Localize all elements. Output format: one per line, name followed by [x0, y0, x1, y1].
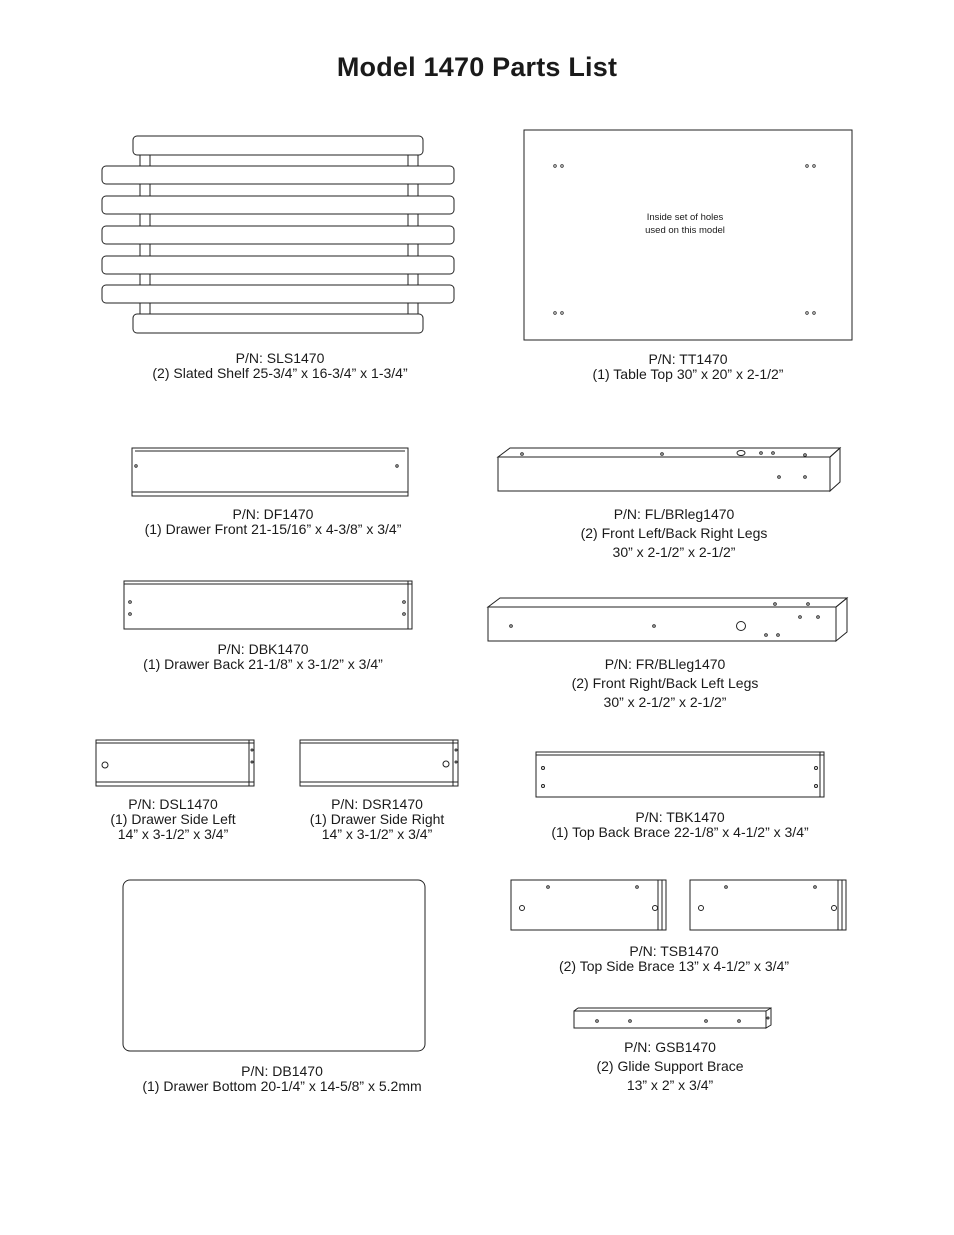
holes-note-line-1: Inside set of holes — [646, 212, 724, 223]
part-number: P/N: FR/BLleg1470 — [604, 656, 726, 672]
leg-fr-bl-drawing — [488, 598, 847, 641]
part-caption-tbk1470 — [480, 810, 880, 840]
drawer-front-drawing — [132, 448, 408, 496]
part-description: (1) Top Back Brace 22-1/8” x 4-1/2” x 3/4” — [551, 824, 809, 840]
part-caption-dsr1470 — [277, 797, 477, 842]
top-back-brace-drawing — [536, 752, 824, 797]
part-description: (1) Drawer Side Left — [110, 811, 236, 827]
part-dimensions: 14” x 3-1/2” x 3/4” — [117, 826, 229, 842]
part-number: P/N: TT1470 — [648, 351, 728, 367]
part-dimensions: 30” x 2-1/2” x 2-1/2” — [603, 694, 727, 710]
part-description: (1) Drawer Bottom 20-1/4” x 14-5/8” x 5.2mm — [142, 1078, 422, 1094]
part-caption-dsl1470 — [73, 797, 273, 842]
part-caption-gsb1470 — [470, 1038, 870, 1095]
part-number: P/N: FL/BRleg1470 — [613, 506, 735, 522]
leg-fl-br-drawing — [498, 448, 840, 491]
part-number: P/N: DSR1470 — [331, 796, 423, 812]
part-caption-flbrleg1470 — [474, 505, 874, 562]
holes-note — [615, 211, 755, 237]
drawer-back-drawing — [124, 581, 412, 629]
part-number: P/N: GSB1470 — [624, 1039, 716, 1055]
drawer-bottom-drawing — [123, 880, 425, 1051]
part-description: (2) Top Side Brace 13” x 4-1/2” x 3/4” — [558, 958, 790, 974]
page-title: Model 1470 Parts List — [336, 52, 618, 82]
part-description: (2) Front Right/Back Left Legs — [571, 675, 759, 691]
part-number: P/N: DSL1470 — [128, 796, 218, 812]
part-description: (1) Drawer Side Right — [309, 811, 445, 827]
part-caption-dbk1470 — [63, 642, 463, 672]
part-caption-frblleg1470 — [465, 655, 865, 712]
part-caption-tsb1470 — [474, 944, 874, 974]
part-caption-tt1470 — [488, 352, 888, 382]
part-description: (1) Drawer Back 21-1/8” x 3-1/2” x 3/4” — [143, 656, 383, 672]
part-description: (2) Front Left/Back Right Legs — [580, 525, 768, 541]
part-description: (1) Table Top 30” x 20” x 2-1/2” — [592, 366, 784, 382]
part-description: (2) Slated Shelf 25-3/4” x 16-3/4” x 1-3/4” — [152, 365, 408, 381]
part-number: P/N: TBK1470 — [635, 809, 725, 825]
top-side-brace-drawing — [511, 880, 846, 930]
part-dimensions: 30” x 2-1/2” x 2-1/2” — [612, 544, 736, 560]
part-number: P/N: DF1470 — [232, 506, 314, 522]
part-dimensions: 13” x 2” x 3/4” — [626, 1077, 714, 1093]
part-description: (2) Glide Support Brace — [596, 1058, 744, 1074]
part-caption-db1470 — [82, 1064, 482, 1094]
part-caption-df1470 — [73, 507, 473, 537]
part-description: (1) Drawer Front 21-15/16” x 4-3/8” x 3/4” — [144, 521, 402, 537]
holes-note-line-2: used on this model — [645, 225, 725, 236]
part-number: P/N: TSB1470 — [629, 943, 719, 959]
part-dimensions: 14” x 3-1/2” x 3/4” — [321, 826, 433, 842]
drawer-side-right-drawing — [300, 740, 458, 786]
drawer-side-left-drawing — [96, 740, 254, 786]
part-caption-sls1470 — [80, 351, 480, 381]
part-number: P/N: DB1470 — [241, 1063, 323, 1079]
part-number: P/N: DBK1470 — [217, 641, 309, 657]
part-number: P/N: SLS1470 — [235, 350, 325, 366]
glide-support-brace-drawing — [574, 1008, 771, 1028]
slated-shelf-drawing — [102, 136, 454, 333]
